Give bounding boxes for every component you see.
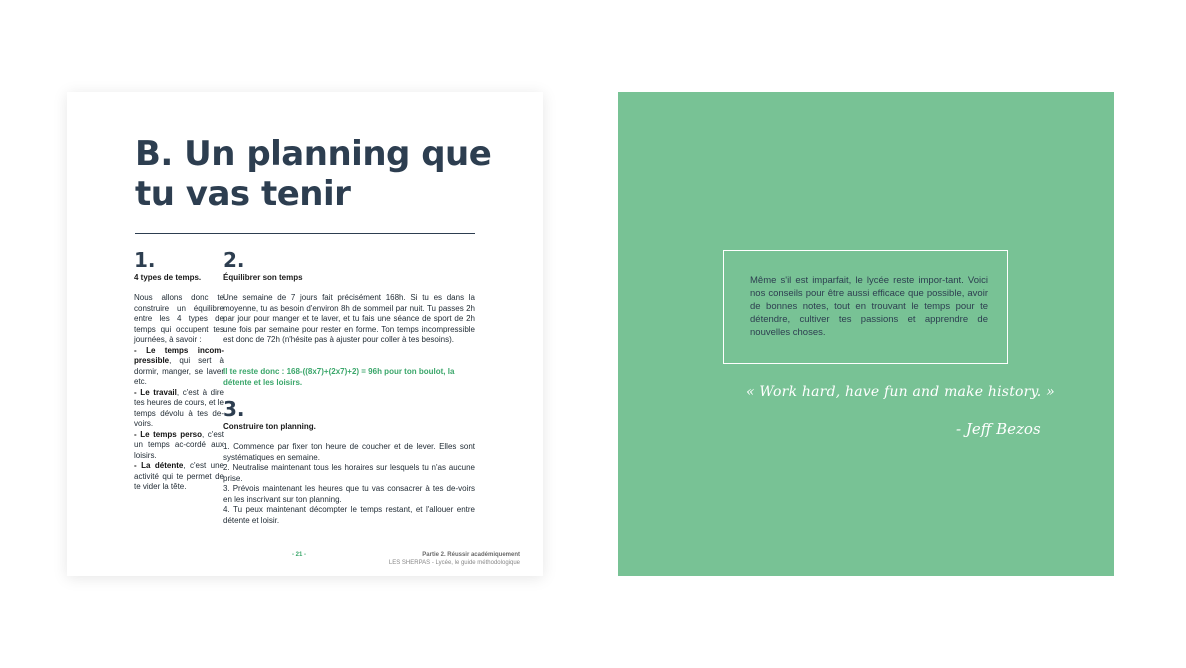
item-term: - Le travail: [134, 387, 177, 397]
list-item: [134, 388, 224, 430]
item-term: - Le temps perso: [134, 429, 203, 439]
item-term: - Le temps incom-pressible: [134, 345, 224, 365]
item-term: - La détente: [134, 461, 184, 470]
section-2-number: 2.: [223, 248, 245, 272]
section-1-heading: 4 types de temps.: [134, 273, 202, 282]
right-page: [618, 92, 1114, 576]
footer-book: LES SHERPAS - Lycée, le guide méthodologique: [388, 560, 520, 566]
list-item: [134, 461, 224, 493]
section-3-number: 3.: [223, 397, 245, 421]
step-item: 1. Commence par fixer ton heure de coucher et de lever. Elles sont systématiques en semaine.: [223, 442, 475, 462]
item-text: , c'est à dire tes heures de cours, et le temps dévolu à tes de-voirs.: [134, 387, 224, 428]
list-item: [134, 346, 224, 388]
item-text: , c'est un temps ac-cordé aux loisirs.: [134, 429, 224, 460]
section-1-number: 1.: [134, 248, 156, 272]
section-3-steps: [223, 442, 475, 526]
left-page: [67, 92, 543, 576]
footer-part: Partie 2. Réussir académiquement: [422, 552, 520, 558]
section-2-body: Une semaine de 7 jours fait précisément 168h. Si tu es dans la moyenne, tu as besoin d'environ 8h de sommeil par nuit. Tu passes 2h par jour pour manger et te laver, et tu fais une séance de sport de 2h une fois par semaine pour rester en forme. Ton temps incompressible est donc de 72h (n'hésite pas à ajuster pour coller à tes besoins).: [223, 293, 475, 344]
section-2-highlight: Il te reste donc : 168-((8x7)+(2x7)+2) = 96h pour ton boulot, la détente et les loisirs.: [223, 367, 455, 387]
section-1-body: [134, 293, 224, 493]
step-item: 3. Prévois maintenant les heures que tu vas consacrer à tes de-voirs en les inscrivant sur ton planning.: [223, 484, 475, 504]
title-divider: [135, 233, 475, 234]
page-number: - 21 -: [292, 552, 307, 558]
step-item: 4. Tu peux maintenant décompter le temps restant, et l'allouer entre détente et loisir.: [223, 505, 475, 525]
section-3-heading: Construire ton planning.: [223, 422, 316, 431]
quote-box: [723, 250, 1008, 364]
section-2-heading: Équilibrer son temps: [223, 273, 303, 282]
motto: « Work hard, have fun and make history. »: [746, 384, 1055, 400]
page-title: B. Un planning que tu vas tenir: [135, 134, 492, 214]
quote-text: Même s'il est imparfait, le lycée reste impor-tant. Voici nos conseils pour être aussi efficace que possible, avoir de bonnes notes, tout en trouvant le temps pour te détendre, cultiver tes passions et apprendre de nouvelles choses.: [750, 275, 988, 338]
section-1-intro: Nous allons donc te construire un équilibre entre les 4 types de temps qui occupent tes journées, à savoir :: [134, 293, 224, 344]
step-item: 2. Neutralise maintenant tous les horaires sur lesquels tu n'as aucune prise.: [223, 463, 475, 483]
item-text: , qui sert à dormir, manger, se laver etc.: [134, 356, 224, 386]
list-item: [134, 430, 224, 462]
item-text: , c'est une activité qui te permet de te vider la tête.: [134, 461, 224, 491]
motto-author: - Jeff Bezos: [956, 420, 1041, 438]
